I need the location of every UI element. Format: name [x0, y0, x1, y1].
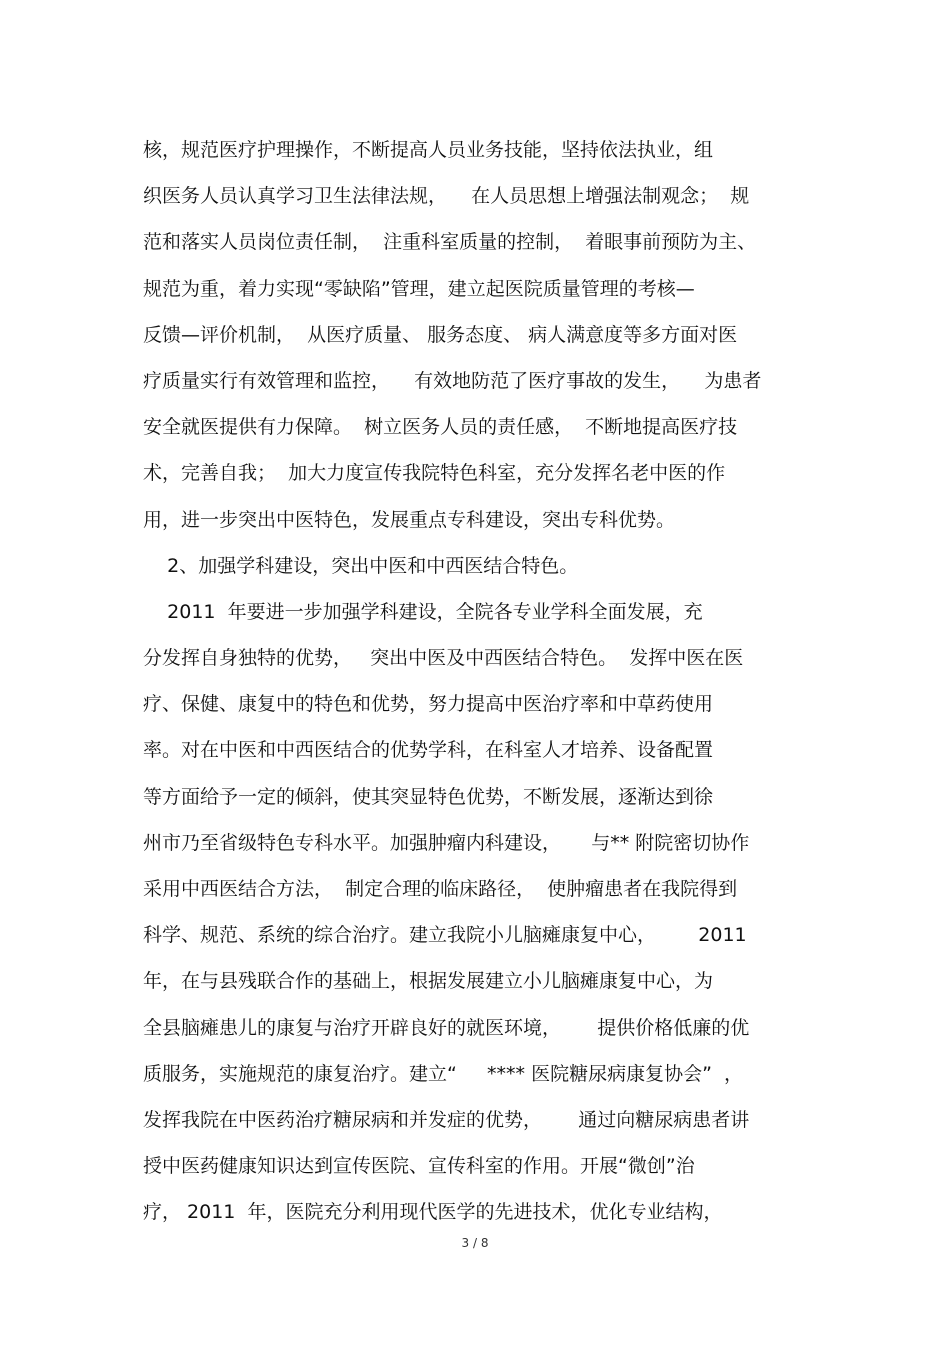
text-line: 用，进一步突出中医特色，发展重点专科建设，突出专科优势。: [143, 508, 676, 531]
text-line: 疗质量实行有效管理和监控， 有效地防范了医疗事故的发生， 为患者: [143, 369, 762, 392]
text-line: 州市乃至省级特色专科水平。加强肿瘤内科建设， 与** 附院密切协作: [143, 831, 750, 854]
text-line: 授中医药健康知识达到宣传医院、宣传科室的作用。开展“微创”治: [143, 1155, 695, 1178]
text-line: 2011 年要进一步加强学科建设，全院各专业学科全面发展，充: [143, 600, 703, 623]
text-line: 质服务，实施规范的康复治疗。建立“ **** 医院糖尿病康复协会” ，: [143, 1062, 744, 1085]
text-line: 采用中西医结合方法， 制定合理的临床路径， 使肿瘤患者在我院得到: [143, 878, 738, 900]
document-body: [143, 127, 808, 1236]
text-line: 规范为重，着力实现“零缺陷”管理，建立起医院质量管理的考核—: [143, 277, 695, 300]
text-line: 率。对在中医和中西医结合的优势学科，在科室人才培养、设备配置: [143, 739, 714, 762]
text-line: 反馈—评价机制， 从医疗质量、 服务态度、 病人满意度等多方面对医: [143, 323, 738, 346]
text-line: 术，完善自我； 加大力度宣传我院特色科室，充分发挥名老中医的作: [143, 462, 726, 485]
text-line: 疗、保健、康复中的特色和优势，努力提高中医治疗率和中草药使用: [143, 693, 714, 716]
text-line: 安全就医提供有力保障。 树立医务人员的责任感， 不断地提高医疗技: [143, 416, 738, 439]
text-line: 分发挥自身独特的优势， 突出中医及中西医结合特色。 发挥中医在医: [143, 647, 744, 670]
text-line: 疗， 2011 年，医院充分利用现代医学的先进技术，优化专业结构，: [143, 1201, 723, 1224]
text-line: 全县脑瘫患儿的康复与治疗开辟良好的就医环境， 提供价格低廉的优: [143, 1016, 750, 1039]
text-line: 科学、规范、系统的综合治疗。建立我院小儿脑瘫康复中心， 2011: [143, 924, 747, 947]
section-heading: 2、加强学科建设，突出中医和中西医结合特色。: [143, 554, 579, 577]
text-line: 范和落实人员岗位责任制， 注重科室质量的控制， 着眼事前预防为主、: [143, 231, 757, 254]
text-line: 年，在与县残联合作的基础上，根据发展建立小儿脑瘫康复中心，为: [143, 970, 714, 993]
text-line: 核，规范医疗护理操作，不断提高人员业务技能，坚持依法执业，组: [143, 139, 714, 161]
text-line: 发挥我院在中医药治疗糖尿病和并发症的优势， 通过向糖尿病患者讲: [143, 1108, 750, 1131]
page-number: 3 / 8: [461, 1236, 489, 1250]
text-line: 织医务人员认真学习卫生法律法规， 在人员思想上增强法制观念； 规: [143, 185, 750, 208]
text-line: 等方面给予一定的倾斜，使其突显特色优势，不断发展，逐渐达到徐: [143, 785, 714, 808]
